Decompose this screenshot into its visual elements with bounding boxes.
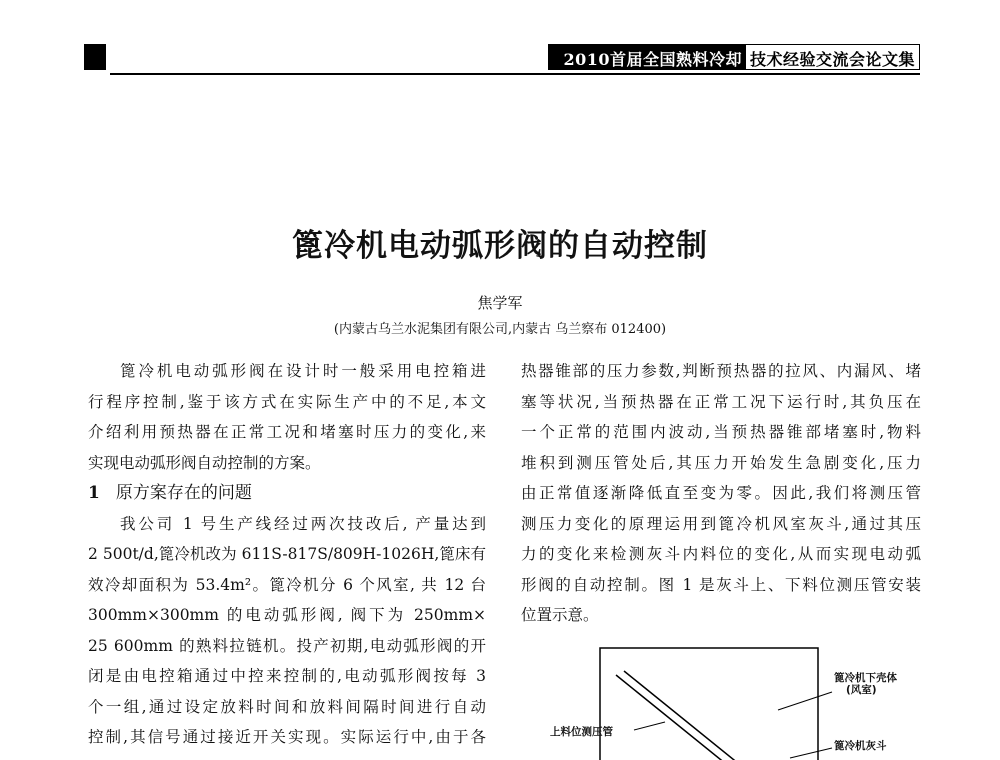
- body-line: 效冷却面积为 53.4m²。篦冷机分 6 个风室, 共 12 台: [88, 575, 486, 594]
- left-column: [88, 356, 486, 753]
- housing-leader-line: [778, 692, 832, 710]
- body-line: 25 600mm 的熟料拉链机。投产初期,电动弧形阀的开: [88, 636, 486, 655]
- hopper-leader-line: [790, 748, 832, 758]
- body-line: 个一组,通过设定放料时间和放料间隔时间进行自动: [88, 697, 486, 716]
- hopper-slope-line-2: [624, 671, 760, 760]
- body-line: 堆积到测压管处后,其压力开始发生急剧变化,压力: [521, 453, 921, 472]
- author-name: 焦学军: [477, 294, 523, 312]
- intro-line: 篦冷机电动弧形阀在设计时一般采用电控箱进: [120, 362, 486, 380]
- intro-line: 实现电动弧形阀自动控制的方案。: [88, 453, 321, 472]
- body-line: 2 500t/d,篦冷机改为 611S-817S/809H-1026H,篦床有: [88, 545, 486, 563]
- journal-name-light-part: 技术经验交流会论文集: [746, 45, 919, 69]
- author-affiliation: (内蒙古乌兰水泥集团有限公司,内蒙古 乌兰察布 012400): [333, 322, 667, 337]
- body-line: 闭是由电控箱通过中控来控制的,电动弧形阀按每 3: [88, 667, 486, 685]
- label-upper-tube: 上料位测压管: [550, 726, 613, 738]
- body-line: 控制,其信号通过接近开关实现。实际运行中,由于各: [88, 728, 486, 746]
- intro-line: 介绍利用预热器在正常工况和堵塞时压力的变化,来: [88, 423, 486, 441]
- section-number: 1: [88, 483, 100, 503]
- journal-name-banner: [548, 44, 920, 70]
- body-line: 形阀的自动控制。图 1 是灰斗上、下料位测压管安装: [521, 575, 921, 594]
- body-line: 位置示意。: [521, 606, 599, 624]
- hopper-slope-line-1: [616, 675, 752, 760]
- label-housing: 篦冷机下壳体: [834, 672, 897, 684]
- article-title: 篦冷机电动弧形阀的自动控制: [292, 228, 708, 264]
- body-line: 一个正常的范围内波动,当预热器锥部堵塞时,物料: [521, 423, 921, 441]
- figure-1-diagram: [520, 640, 940, 760]
- label-hopper: 篦冷机灰斗: [834, 740, 887, 752]
- body-line: 由正常值逐渐降低直至变为零。因此,我们将测压管: [521, 484, 921, 502]
- label-housing-sub: (风室): [846, 684, 877, 696]
- body-line: 我公司 1 号生产线经过两次技改后, 产量达到: [120, 514, 486, 533]
- header-black-block: [84, 44, 106, 70]
- tube-leader-line: [634, 722, 665, 730]
- body-line: 测压力变化的原理运用到篦冷机风室灰斗,通过其压: [521, 514, 921, 533]
- right-column: [521, 356, 921, 631]
- cooler-housing-outline: [600, 648, 818, 760]
- body-line: 热器锥部的压力参数,判断预热器的拉风、内漏风、堵: [521, 362, 921, 380]
- body-line: 塞等状况,当预热器在正常工况下运行时,其负压在: [521, 392, 921, 411]
- body-line: 力的变化来检测灰斗内料位的变化,从而实现电动弧: [521, 545, 921, 563]
- journal-name-dark-part: 2010首届全国熟料冷却: [549, 45, 746, 69]
- section-heading: [88, 478, 486, 509]
- intro-line: 行程序控制,鉴于该方式在实际生产中的不足,本文: [88, 392, 486, 411]
- body-line: 300mm×300mm 的电动弧形阀, 阀下为 250mm×: [88, 606, 486, 624]
- section-title: 原方案存在的问题: [115, 483, 252, 503]
- header-rule: [110, 73, 920, 75]
